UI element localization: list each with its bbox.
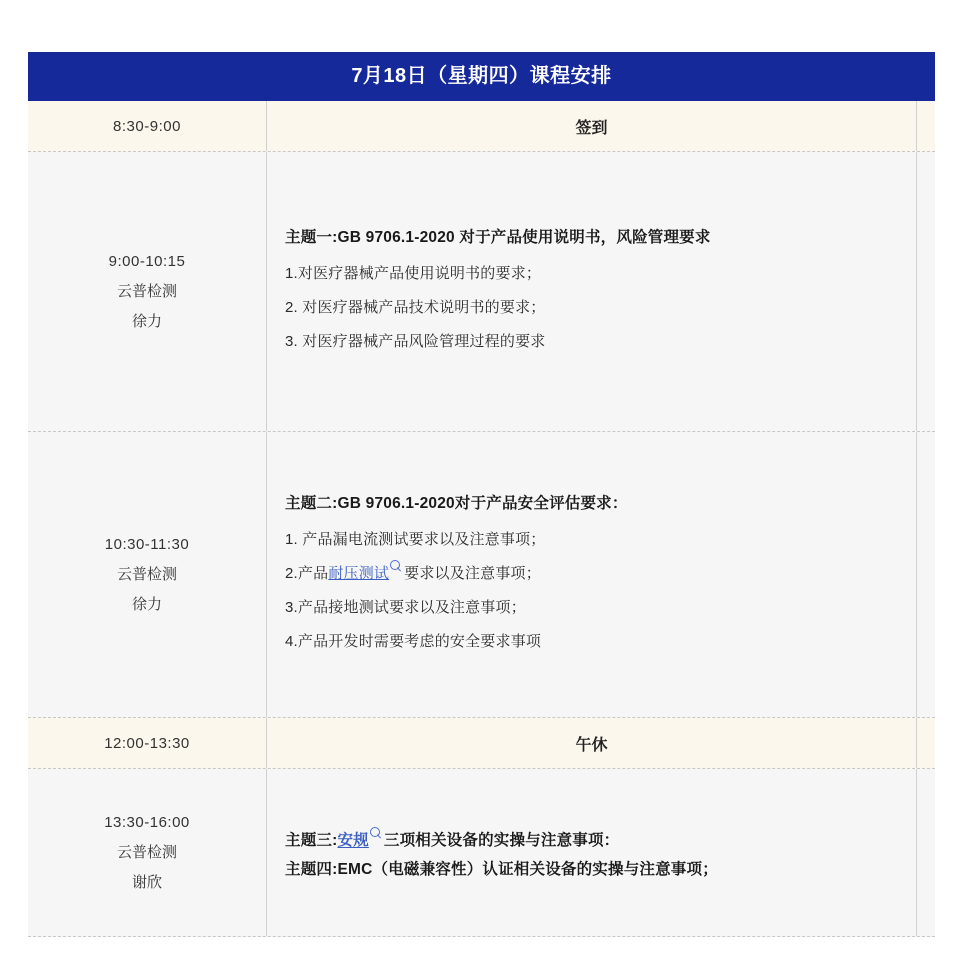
content-cell bbox=[266, 432, 917, 717]
session-item: 2. 对医疗器械产品技术说明书的要求； bbox=[285, 298, 546, 316]
org-label: 云普检测 bbox=[116, 282, 177, 300]
session-title-with-link bbox=[285, 826, 916, 850]
content-cell bbox=[266, 718, 917, 768]
search-icon[interactable] bbox=[370, 826, 383, 839]
time-label: 8:30-9:00 bbox=[113, 117, 181, 135]
time-cell bbox=[28, 101, 266, 151]
table-row bbox=[28, 432, 935, 718]
session-title: 主题四:EMC（电磁兼容性）认证相关设备的实操与注意事项； bbox=[285, 860, 718, 878]
row-tail bbox=[917, 432, 935, 717]
session-title: 主题二:GB 9706.1-2020对于产品安全评估要求： bbox=[285, 494, 628, 512]
org-label: 云普检测 bbox=[116, 843, 177, 861]
time-cell bbox=[28, 152, 266, 431]
speaker-label: 徐力 bbox=[131, 595, 162, 613]
table-row bbox=[28, 718, 935, 769]
table-row bbox=[28, 101, 935, 152]
session-item: 4.产品开发时需要考虑的安全要求事项 bbox=[285, 632, 542, 650]
speaker-label: 谢欣 bbox=[131, 873, 162, 891]
table-row bbox=[28, 152, 935, 432]
session-item: 3.产品接地测试要求以及注意事项； bbox=[285, 598, 526, 616]
table-row bbox=[28, 769, 935, 937]
session-title-prefix: 主题三: bbox=[285, 832, 338, 850]
time-label: 9:00-10:15 bbox=[108, 252, 186, 270]
search-icon[interactable] bbox=[390, 559, 403, 572]
schedule-table bbox=[28, 52, 935, 937]
row-tail bbox=[917, 769, 935, 936]
session-title: 主题一:GB 9706.1-2020 对于产品使用说明书，风险管理要求 bbox=[285, 228, 711, 246]
org-label: 云普检测 bbox=[116, 565, 177, 583]
session-item-suffix: 要求以及注意事项； bbox=[404, 564, 541, 582]
session-item: 3. 对医疗器械产品风险管理过程的要求 bbox=[285, 332, 546, 350]
keyword-link-withstand-voltage-test[interactable]: 耐压测试 bbox=[328, 564, 390, 582]
time-cell bbox=[28, 718, 266, 768]
row-tail bbox=[917, 718, 935, 768]
content-cell bbox=[266, 769, 917, 936]
time-cell bbox=[28, 432, 266, 717]
content-cell bbox=[266, 101, 917, 151]
keyword-link-safety-regulation[interactable]: 安规 bbox=[337, 832, 369, 850]
time-label: 10:30-11:30 bbox=[104, 535, 190, 553]
break-label: 签到 bbox=[575, 119, 608, 137]
time-label: 12:00-13:30 bbox=[104, 734, 190, 752]
row-tail bbox=[917, 101, 935, 151]
break-label: 午休 bbox=[575, 736, 608, 754]
session-item-with-link bbox=[285, 557, 916, 591]
session-title-suffix: 三项相关设备的实操与注意事项： bbox=[383, 832, 620, 850]
speaker-label: 徐力 bbox=[131, 312, 162, 330]
session-item-prefix: 2.产品 bbox=[285, 564, 329, 582]
schedule-header-title: 7月18日（星期四）课程安排 bbox=[28, 52, 935, 101]
row-tail bbox=[917, 152, 935, 431]
session-item: 1.对医疗器械产品使用说明书的要求； bbox=[285, 264, 542, 282]
time-label: 13:30-16:00 bbox=[104, 813, 190, 831]
session-item: 1. 产品漏电流测试要求以及注意事项； bbox=[285, 530, 546, 548]
content-cell bbox=[266, 152, 917, 431]
time-cell bbox=[28, 769, 266, 936]
